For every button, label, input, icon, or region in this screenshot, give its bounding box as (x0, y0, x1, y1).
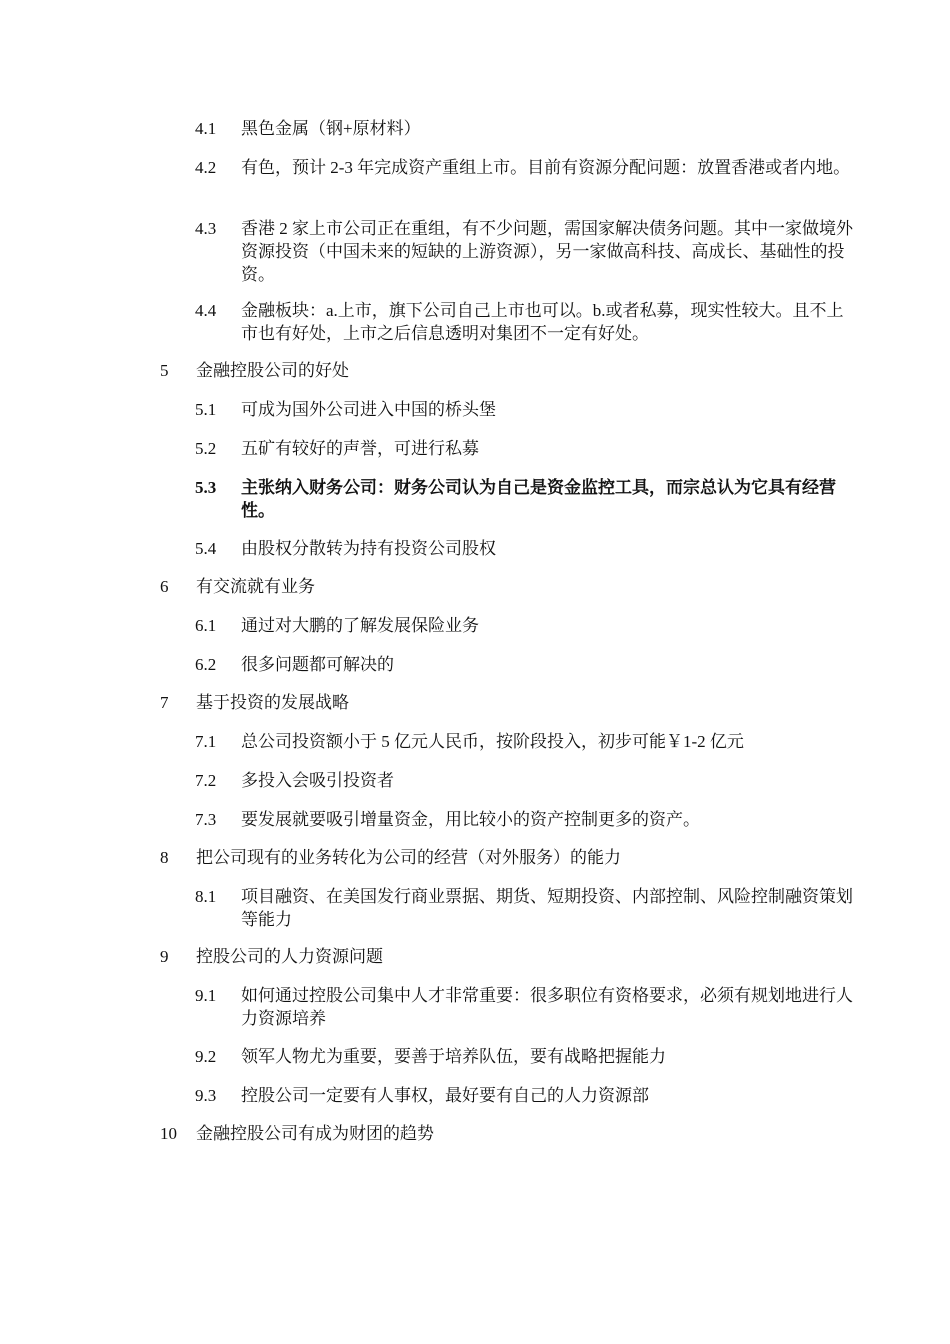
item-number: 7.2 (195, 771, 217, 790)
item-number: 8.1 (195, 887, 217, 906)
item-number: 6.2 (195, 655, 217, 674)
item-number: 9.2 (195, 1047, 217, 1066)
item-number: 4.3 (195, 219, 217, 238)
item-text: 香港 2 家上市公司正在重组，有不少问题，需国家解决债务问题。其中一家做境外资源投资（中国未来的短缺的上游资源），另一家做高科技、高成长、基础性的投资。 (241, 219, 853, 284)
item-text: 项目融资、在美国发行商业票据、期货、短期投资、内部控制、风险控制融资策划等能力 (241, 887, 853, 929)
item-text: 主张纳入财务公司：财务公司认为自己是资金监控工具，而宗总认为它具有经营性。 (241, 478, 836, 520)
item-number: 6.1 (195, 616, 217, 635)
item-text: 由股权分散转为持有投资公司股权 (241, 539, 496, 558)
item-number: 9.3 (195, 1086, 217, 1105)
item-number: 5.4 (195, 539, 217, 558)
item-text: 金融控股公司有成为财团的趋势 (196, 1124, 434, 1143)
item-text: 金融控股公司的好处 (196, 361, 349, 380)
item-text: 通过对大鹏的了解发展保险业务 (241, 616, 479, 635)
item-text: 如何通过控股公司集中人才非常重要：很多职位有资格要求，必须有规划地进行人力资源培养 (241, 986, 853, 1028)
item-number: 8 (160, 848, 169, 867)
item-number: 7.3 (195, 810, 217, 829)
item-text: 领军人物尤为重要，要善于培养队伍，要有战略把握能力 (241, 1047, 666, 1066)
item-number: 5.3 (195, 478, 217, 497)
item-text: 金融板块：a.上市，旗下公司自己上市也可以。b.或者私募，现实性较大。且不上市也有好处，上市之后信息透明对集团不一定有好处。 (241, 301, 844, 343)
item-number: 9.1 (195, 986, 217, 1005)
item-text: 五矿有较好的声誉，可进行私募 (241, 439, 479, 458)
item-number: 6 (160, 577, 169, 596)
item-text: 有交流就有业务 (196, 577, 315, 596)
item-text: 总公司投资额小于 5 亿元人民币，按阶段投入，初步可能￥1-2 亿元 (241, 732, 744, 751)
item-number: 7 (160, 693, 169, 712)
item-text: 可成为国外公司进入中国的桥头堡 (241, 400, 496, 419)
item-text: 控股公司一定要有人事权，最好要有自己的人力资源部 (241, 1086, 649, 1105)
item-number: 7.1 (195, 732, 217, 751)
item-text: 把公司现有的业务转化为公司的经营（对外服务）的能力 (196, 848, 621, 867)
item-number: 10 (160, 1124, 177, 1143)
item-number: 5 (160, 361, 169, 380)
item-text: 多投入会吸引投资者 (241, 771, 394, 790)
item-text: 有色，预计 2-3 年完成资产重组上市。目前有资源分配问题：放置香港或者内地。 (241, 158, 851, 177)
item-text: 很多问题都可解决的 (241, 655, 394, 674)
item-number: 5.1 (195, 400, 217, 419)
item-number: 5.2 (195, 439, 217, 458)
item-text: 黑色金属（钢+原材料） (241, 119, 421, 138)
item-number: 4.4 (195, 301, 217, 320)
item-text: 要发展就要吸引增量资金，用比较小的资产控制更多的资产。 (241, 810, 700, 829)
item-number: 9 (160, 947, 169, 966)
item-text: 基于投资的发展战略 (196, 693, 349, 712)
item-number: 4.2 (195, 158, 217, 177)
item-text: 控股公司的人力资源问题 (196, 947, 383, 966)
item-number: 4.1 (195, 119, 217, 138)
